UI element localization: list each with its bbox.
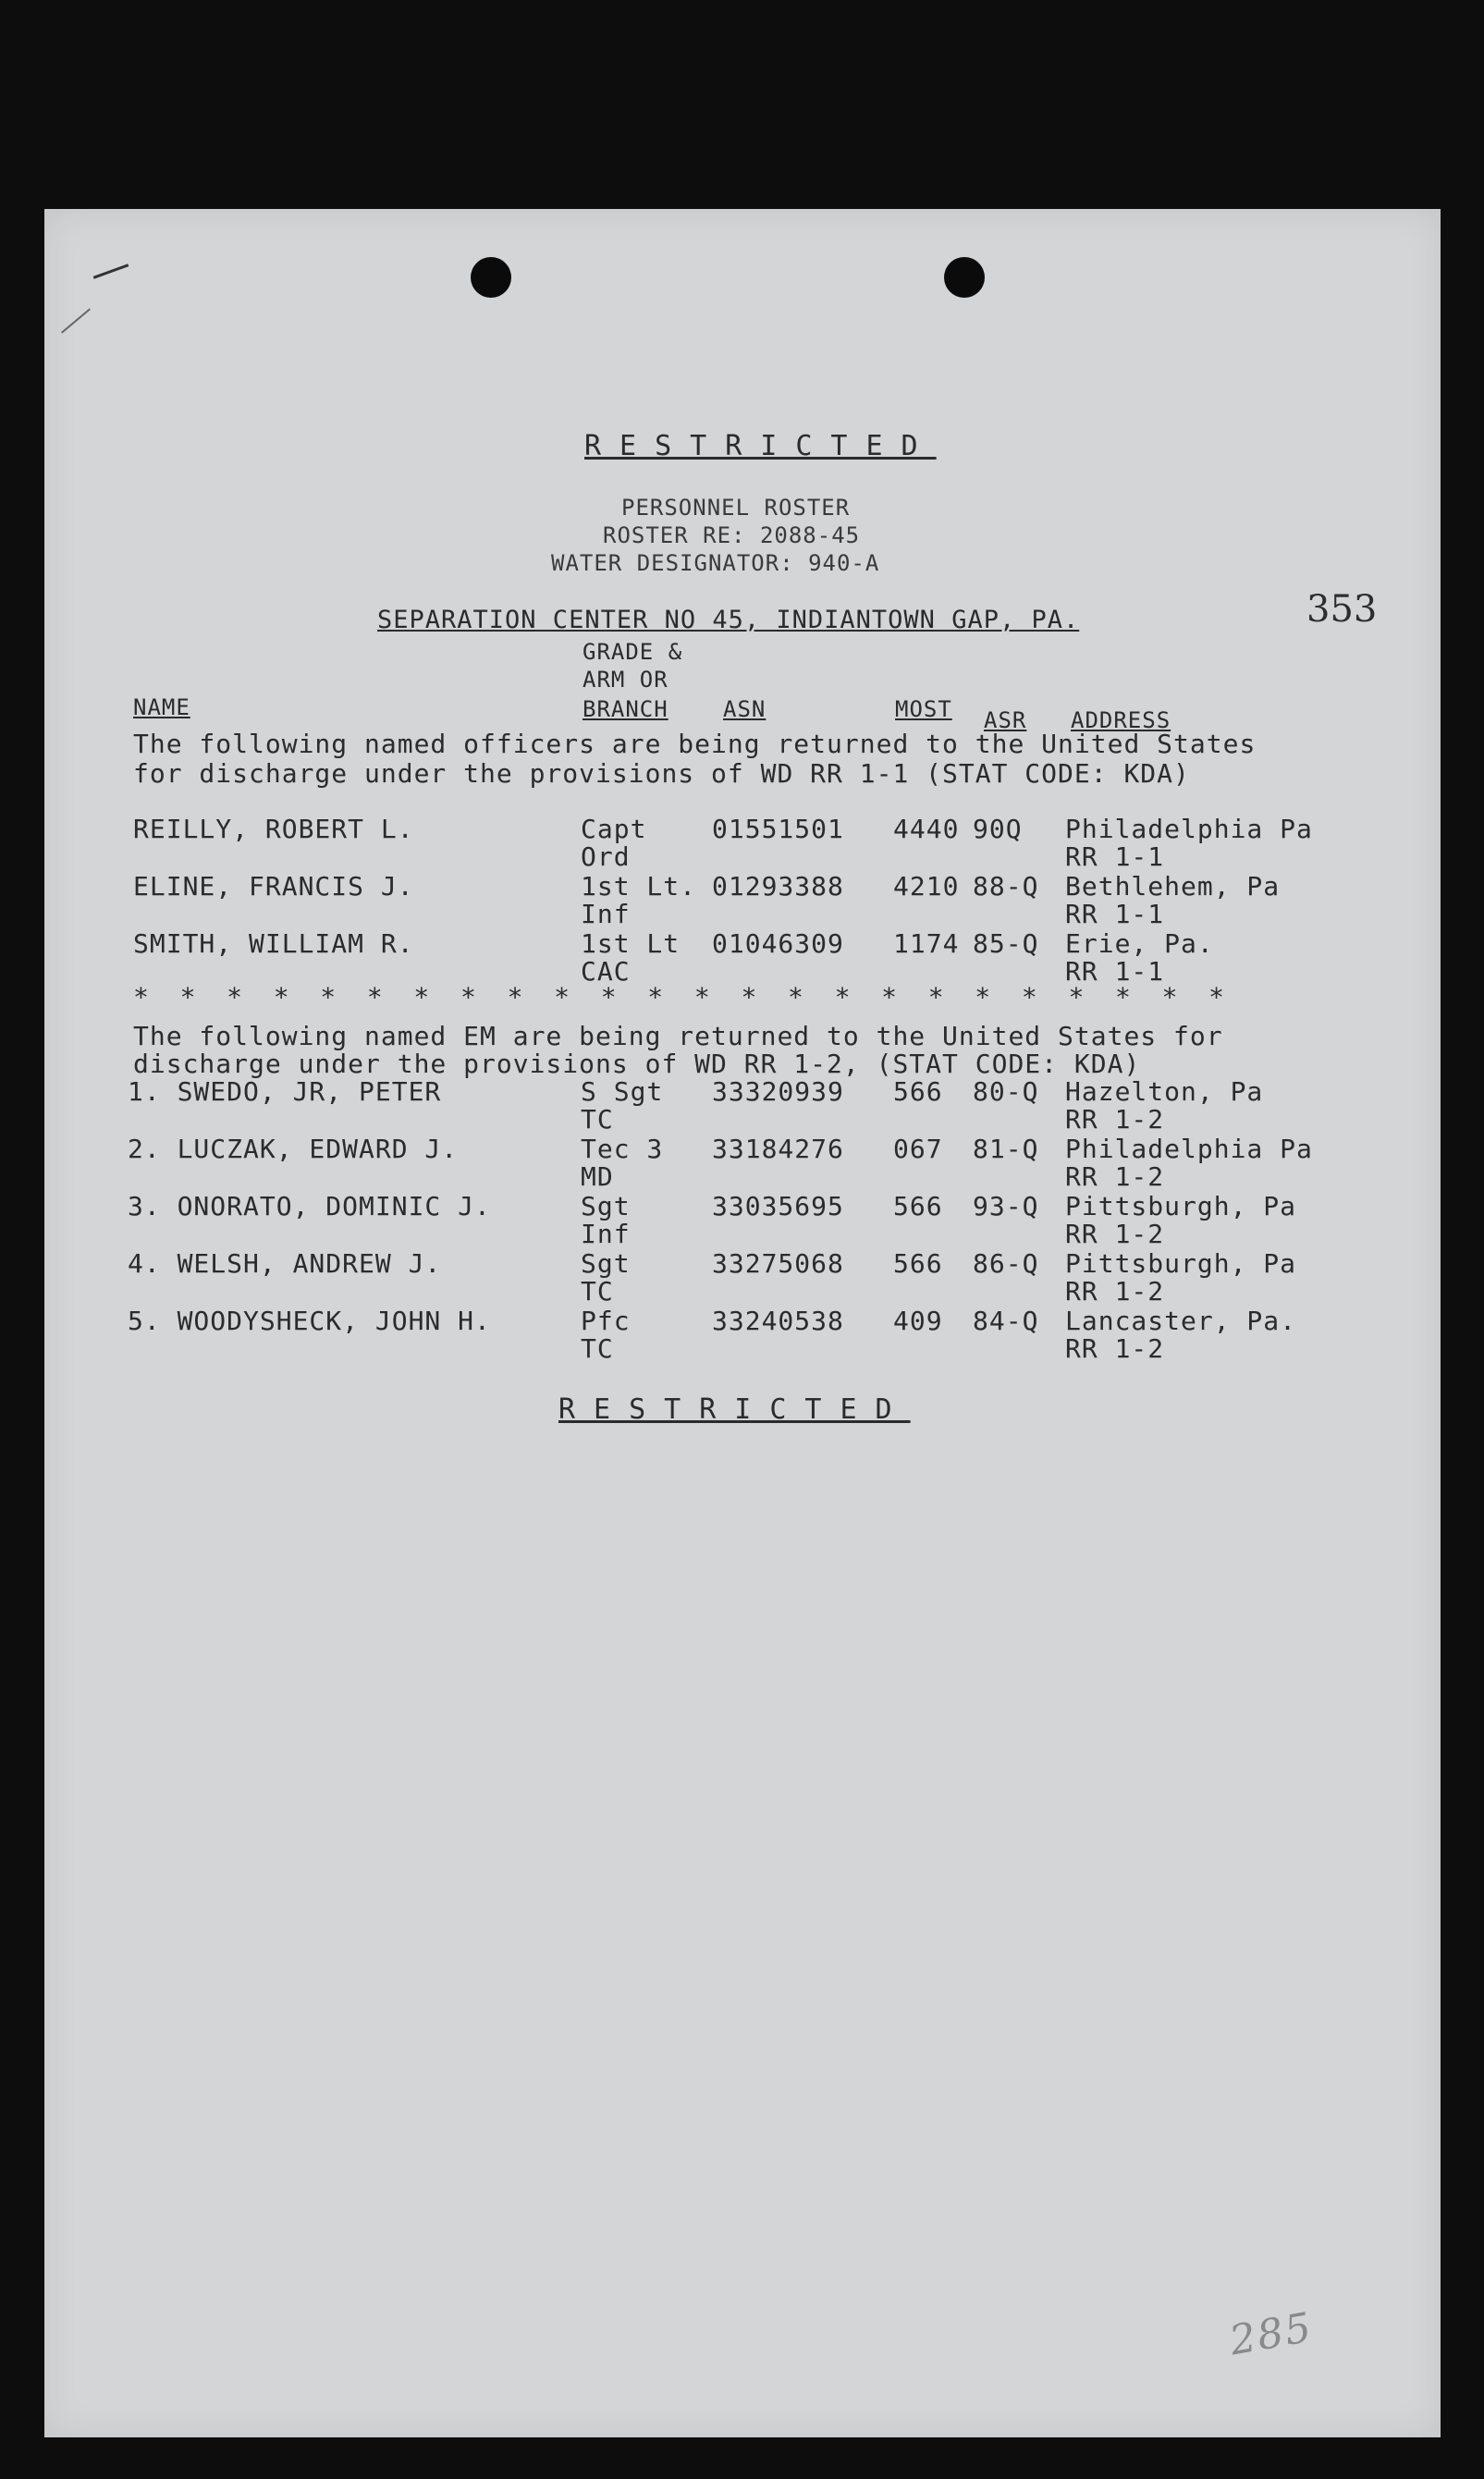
enlisted-grade: Sgt <box>581 1191 631 1221</box>
enlisted-asr: 81-Q <box>973 1134 1039 1164</box>
enlisted-address: Philadelphia Pa <box>1065 1134 1313 1164</box>
officer-asr: 85-Q <box>973 928 1039 959</box>
enlisted-rr: RR 1-2 <box>1065 1104 1165 1135</box>
officer-branch: CAC <box>581 956 631 987</box>
enlisted-address: Pittsburgh, Pa <box>1065 1191 1297 1221</box>
officer-address: Erie, Pa. <box>1065 928 1214 959</box>
officers-intro-line2: for discharge under the provisions of WD RR 1-1 (STAT CODE: KDA) <box>133 758 1190 789</box>
enlisted-grade: S Sgt <box>581 1076 664 1107</box>
em-intro-line1: The following named EM are being returned to the United States for <box>133 1021 1223 1051</box>
enlisted-rr: RR 1-2 <box>1065 1276 1165 1307</box>
officer-asn: 01293388 <box>712 871 844 902</box>
officer-asn: 01551501 <box>712 814 844 844</box>
punch-hole <box>944 257 985 298</box>
page-number: 353 <box>1306 588 1378 631</box>
enlisted-branch: MD <box>581 1161 614 1192</box>
enlisted-asn: 33240538 <box>712 1306 844 1336</box>
officer-asn: 01046309 <box>712 928 844 959</box>
restricted-header: RESTRICTED <box>584 430 937 462</box>
officer-grade: 1st Lt. <box>581 871 697 902</box>
enlisted-most: 566 <box>893 1191 943 1221</box>
officer-asr: 90Q <box>973 814 1023 844</box>
officer-asr: 88-Q <box>973 871 1039 902</box>
document-title: PERSONNEL ROSTER <box>621 495 851 521</box>
enlisted-asn: 33184276 <box>712 1134 844 1164</box>
officer-name: SMITH, WILLIAM R. <box>133 928 414 959</box>
header-most: MOST <box>895 696 952 722</box>
punch-hole <box>471 257 511 298</box>
corner-mark <box>93 264 129 278</box>
enlisted-branch: TC <box>581 1333 614 1364</box>
officer-rr: RR 1-1 <box>1065 899 1165 929</box>
enlisted-name: 5. WOODYSHECK, JOHN H. <box>128 1306 491 1336</box>
restricted-footer: RESTRICTED <box>558 1393 911 1426</box>
header-grade-line2: ARM OR <box>583 667 668 693</box>
enlisted-asr: 86-Q <box>973 1248 1039 1279</box>
officer-grade: Capt <box>581 814 647 844</box>
enlisted-asn: 33320939 <box>712 1076 844 1107</box>
corner-mark <box>61 308 91 333</box>
enlisted-asr: 93-Q <box>973 1191 1039 1221</box>
header-grade-line1: GRADE & <box>583 639 683 665</box>
enlisted-grade: Sgt <box>581 1248 631 1279</box>
enlisted-most: 409 <box>893 1306 943 1336</box>
enlisted-address: Pittsburgh, Pa <box>1065 1248 1297 1279</box>
enlisted-grade: Tec 3 <box>581 1134 664 1164</box>
enlisted-address: Hazelton, Pa <box>1065 1076 1264 1107</box>
officer-branch: Ord <box>581 841 631 872</box>
enlisted-name: 3. ONORATO, DOMINIC J. <box>128 1191 491 1221</box>
roster-reference: ROSTER RE: 2088-45 <box>603 522 861 548</box>
officer-name: REILLY, ROBERT L. <box>133 814 414 844</box>
header-name: NAME <box>133 694 190 720</box>
enlisted-name: 1. SWEDO, JR, PETER <box>128 1076 442 1107</box>
enlisted-most: 566 <box>893 1248 943 1279</box>
separation-center: SEPARATION CENTER NO 45, INDIANTOWN GAP, PA. <box>377 606 1080 634</box>
header-address: ADDRESS <box>1071 707 1171 733</box>
header-asn: ASN <box>723 696 767 722</box>
enlisted-rr: RR 1-2 <box>1065 1333 1165 1364</box>
enlisted-branch: Inf <box>581 1219 631 1249</box>
em-intro-line2: discharge under the provisions of WD RR 1-2, (STAT CODE: KDA) <box>133 1049 1141 1079</box>
header-asr: ASR <box>984 707 1027 733</box>
handwritten-note: 285 <box>1226 2303 1317 2365</box>
officer-branch: Inf <box>581 899 631 929</box>
header-grade-line3: BRANCH <box>583 696 668 722</box>
officer-rr: RR 1-1 <box>1065 956 1165 987</box>
enlisted-asr: 84-Q <box>973 1306 1039 1336</box>
enlisted-name: 2. LUCZAK, EDWARD J. <box>128 1134 459 1164</box>
enlisted-asn: 33275068 <box>712 1248 844 1279</box>
enlisted-branch: TC <box>581 1104 614 1135</box>
enlisted-most: 566 <box>893 1076 943 1107</box>
officer-most: 1174 <box>893 928 960 959</box>
enlisted-branch: TC <box>581 1276 614 1307</box>
enlisted-name: 4. WELSH, ANDREW J. <box>128 1248 442 1279</box>
officer-address: Bethlehem, Pa <box>1065 871 1281 902</box>
officer-grade: 1st Lt <box>581 928 681 959</box>
officer-rr: RR 1-1 <box>1065 841 1165 872</box>
enlisted-rr: RR 1-2 <box>1065 1219 1165 1249</box>
officer-most: 4440 <box>893 814 960 844</box>
officers-intro-line1: The following named officers are being returned to the United States <box>133 729 1257 759</box>
enlisted-address: Lancaster, Pa. <box>1065 1306 1297 1336</box>
enlisted-most: 067 <box>893 1134 943 1164</box>
enlisted-asr: 80-Q <box>973 1076 1039 1107</box>
officer-name: ELINE, FRANCIS J. <box>133 871 414 902</box>
enlisted-grade: Pfc <box>581 1306 631 1336</box>
star-separator: * * * * * * * * * * * * * * * * * * * * * * * * <box>133 982 1225 1012</box>
enlisted-rr: RR 1-2 <box>1065 1161 1165 1192</box>
enlisted-asn: 33035695 <box>712 1191 844 1221</box>
officer-address: Philadelphia Pa <box>1065 814 1313 844</box>
officer-most: 4210 <box>893 871 960 902</box>
water-designator: WATER DESIGNATOR: 940-A <box>551 550 880 576</box>
